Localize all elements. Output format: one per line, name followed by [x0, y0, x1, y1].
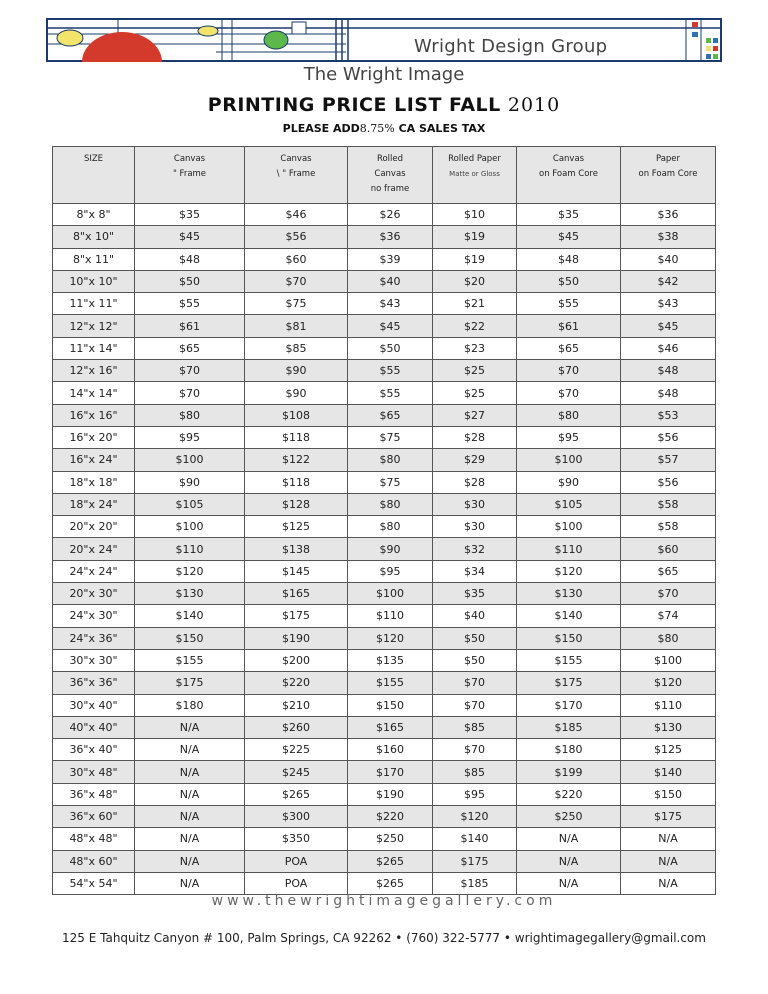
page-title [0, 94, 768, 116]
price-cell: $45 [621, 315, 716, 337]
price-cell: $245 [245, 761, 348, 783]
size-cell: 20"x 30" [53, 583, 135, 605]
table-row [53, 538, 716, 560]
table-row [53, 560, 716, 582]
table-header-row [53, 147, 716, 204]
price-cell: $125 [245, 516, 348, 538]
column-header-3 [348, 147, 433, 204]
column-header-1 [135, 147, 245, 204]
price-cell: $20 [433, 270, 517, 292]
column-header-2 [245, 147, 348, 204]
table-row [53, 204, 716, 226]
price-cell: $22 [433, 315, 517, 337]
price-cell: $95 [433, 783, 517, 805]
price-cell: $150 [348, 694, 433, 716]
price-cell: $220 [245, 672, 348, 694]
price-cell: $35 [433, 583, 517, 605]
price-cell: $21 [433, 293, 517, 315]
price-cell: $70 [433, 694, 517, 716]
price-cell: $130 [517, 583, 621, 605]
table-row [53, 471, 716, 493]
price-cell: $265 [348, 872, 433, 894]
prairie-style-banner-graphic [46, 18, 722, 62]
price-cell: N/A [135, 716, 245, 738]
table-row [53, 627, 716, 649]
price-cell: $190 [245, 627, 348, 649]
column-header-line: on Foam Core [638, 169, 698, 179]
price-cell: $118 [245, 426, 348, 448]
size-cell: 48"x 60" [53, 850, 135, 872]
price-cell: $130 [621, 716, 716, 738]
price-cell: $74 [621, 605, 716, 627]
table-row [53, 516, 716, 538]
header-banner [46, 18, 722, 62]
price-cell: $90 [245, 360, 348, 382]
price-cell: $185 [433, 872, 517, 894]
price-cell: $25 [433, 360, 517, 382]
price-cell: $55 [348, 382, 433, 404]
price-cell: $120 [433, 806, 517, 828]
size-cell: 10"x 10" [53, 270, 135, 292]
table-row [53, 270, 716, 292]
price-cell: N/A [135, 806, 245, 828]
price-cell: $110 [348, 605, 433, 627]
price-cell: $170 [348, 761, 433, 783]
price-cell: $80 [517, 404, 621, 426]
price-cell: $50 [433, 627, 517, 649]
price-cell: N/A [621, 872, 716, 894]
price-cell: $26 [348, 204, 433, 226]
size-cell: 36"x 36" [53, 672, 135, 694]
size-cell: 54"x 54" [53, 872, 135, 894]
column-header-line: SIZE [83, 154, 104, 164]
price-cell: $61 [517, 315, 621, 337]
column-header-line: Canvas [173, 154, 206, 164]
price-cell: N/A [517, 850, 621, 872]
price-cell: $145 [245, 560, 348, 582]
price-cell: $65 [135, 337, 245, 359]
price-cell: $30 [433, 516, 517, 538]
price-cell: $250 [348, 828, 433, 850]
size-cell: 30"x 48" [53, 761, 135, 783]
table-row [53, 783, 716, 805]
price-cell: $140 [433, 828, 517, 850]
price-cell: $80 [348, 449, 433, 471]
price-cell: N/A [135, 872, 245, 894]
price-cell: N/A [135, 850, 245, 872]
table-row [53, 850, 716, 872]
price-cell: $80 [135, 404, 245, 426]
price-cell: $160 [348, 739, 433, 761]
price-cell: $105 [517, 493, 621, 515]
column-header-line: " Frame [172, 169, 207, 179]
table-row [53, 315, 716, 337]
column-header-0 [53, 147, 135, 204]
price-cell: N/A [621, 850, 716, 872]
table-row [53, 293, 716, 315]
column-header-line: \ " Frame [276, 169, 316, 179]
price-cell: $120 [348, 627, 433, 649]
size-cell: 40"x 40" [53, 716, 135, 738]
table-row [53, 226, 716, 248]
price-cell: $58 [621, 516, 716, 538]
table-row [53, 337, 716, 359]
price-cell: N/A [135, 783, 245, 805]
price-cell: $70 [135, 382, 245, 404]
price-cell: $260 [245, 716, 348, 738]
price-cell: $70 [517, 382, 621, 404]
price-cell: $122 [245, 449, 348, 471]
column-header-line: Matte or Gloss [449, 170, 500, 178]
table-row [53, 761, 716, 783]
price-cell: $25 [433, 382, 517, 404]
price-cell: $56 [621, 471, 716, 493]
price-cell: $165 [348, 716, 433, 738]
tax-prefix: PLEASE ADD [282, 122, 360, 135]
size-cell: 36"x 40" [53, 739, 135, 761]
price-cell: $40 [433, 605, 517, 627]
column-header-4 [433, 147, 517, 204]
price-cell: $60 [245, 248, 348, 270]
price-cell: $30 [433, 493, 517, 515]
table-row [53, 872, 716, 894]
size-cell: 16"x 20" [53, 426, 135, 448]
gallery-name: The Wright Image [303, 64, 465, 85]
price-cell: $175 [621, 806, 716, 828]
size-cell: 16"x 24" [53, 449, 135, 471]
price-cell: $65 [348, 404, 433, 426]
size-cell: 36"x 48" [53, 783, 135, 805]
price-cell: $57 [621, 449, 716, 471]
size-cell: 8"x 8" [53, 204, 135, 226]
price-cell: $125 [621, 739, 716, 761]
column-header-line: Canvas [552, 154, 585, 164]
price-cell: $75 [348, 426, 433, 448]
price-cell: $155 [135, 649, 245, 671]
price-cell: $100 [517, 449, 621, 471]
price-cell: $150 [621, 783, 716, 805]
price-cell: $50 [348, 337, 433, 359]
price-cell: $120 [517, 560, 621, 582]
title-year: 2010 [507, 94, 561, 116]
price-cell: $43 [621, 293, 716, 315]
table-row [53, 382, 716, 404]
price-cell: $85 [433, 716, 517, 738]
price-cell: $55 [135, 293, 245, 315]
price-cell: $90 [135, 471, 245, 493]
price-cell: $200 [245, 649, 348, 671]
price-cell: $140 [621, 761, 716, 783]
table-body [53, 204, 716, 895]
table-row [53, 493, 716, 515]
price-cell: $58 [621, 493, 716, 515]
price-cell: $265 [348, 850, 433, 872]
price-cell: $10 [433, 204, 517, 226]
price-cell: $38 [621, 226, 716, 248]
price-cell: $265 [245, 783, 348, 805]
size-cell: 48"x 48" [53, 828, 135, 850]
price-cell: $36 [348, 226, 433, 248]
column-header-line: Canvas [280, 154, 312, 164]
price-cell: $220 [517, 783, 621, 805]
size-cell: 12"x 12" [53, 315, 135, 337]
tax-suffix: CA SALES TAX [398, 122, 486, 135]
price-cell: $108 [245, 404, 348, 426]
price-cell: $35 [135, 204, 245, 226]
price-cell: $199 [517, 761, 621, 783]
price-cell: $210 [245, 694, 348, 716]
price-cell: $95 [517, 426, 621, 448]
price-cell: $110 [135, 538, 245, 560]
price-cell: $60 [621, 538, 716, 560]
price-cell: $95 [348, 560, 433, 582]
price-cell: $175 [433, 850, 517, 872]
price-cell: $19 [433, 226, 517, 248]
price-cell: $45 [348, 315, 433, 337]
website-url: www.thewrightimagegallery.com [211, 893, 557, 909]
column-header-line: no frame [370, 184, 410, 194]
column-header-5 [517, 147, 621, 204]
price-cell: $45 [135, 226, 245, 248]
price-cell: $130 [135, 583, 245, 605]
price-cell: $48 [621, 382, 716, 404]
price-cell: $56 [245, 226, 348, 248]
price-cell: $170 [517, 694, 621, 716]
price-cell: $70 [621, 583, 716, 605]
size-cell: 36"x 60" [53, 806, 135, 828]
size-cell: 8"x 10" [53, 226, 135, 248]
price-cell: $175 [517, 672, 621, 694]
column-header-line: Canvas [374, 169, 406, 179]
size-cell: 24"x 36" [53, 627, 135, 649]
price-cell: $45 [517, 226, 621, 248]
price-cell: $40 [348, 270, 433, 292]
price-cell: $46 [621, 337, 716, 359]
price-table [52, 146, 716, 895]
price-cell: $23 [433, 337, 517, 359]
price-cell: $34 [433, 560, 517, 582]
price-cell: $185 [517, 716, 621, 738]
price-cell: N/A [135, 828, 245, 850]
column-header-line: on Foam Core [539, 169, 598, 179]
price-cell: $225 [245, 739, 348, 761]
price-cell: $128 [245, 493, 348, 515]
price-cell: N/A [517, 828, 621, 850]
price-cell: $70 [433, 739, 517, 761]
price-cell: $150 [517, 627, 621, 649]
price-cell: $28 [433, 426, 517, 448]
price-cell: $140 [135, 605, 245, 627]
price-cell: $70 [433, 672, 517, 694]
price-cell: $70 [135, 360, 245, 382]
price-cell: $95 [135, 426, 245, 448]
table-row [53, 360, 716, 382]
price-cell: $61 [135, 315, 245, 337]
price-cell: $56 [621, 426, 716, 448]
price-cell: $70 [517, 360, 621, 382]
price-cell: $110 [621, 694, 716, 716]
size-cell: 30"x 30" [53, 649, 135, 671]
price-cell: $100 [348, 583, 433, 605]
table-row [53, 404, 716, 426]
price-cell: $48 [135, 248, 245, 270]
price-cell: $19 [433, 248, 517, 270]
price-cell: $40 [621, 248, 716, 270]
size-cell: 24"x 24" [53, 560, 135, 582]
price-cell: $120 [135, 560, 245, 582]
price-cell: $65 [621, 560, 716, 582]
price-cell: $100 [517, 516, 621, 538]
price-cell: $180 [517, 739, 621, 761]
price-cell: $220 [348, 806, 433, 828]
size-cell: 18"x 18" [53, 471, 135, 493]
price-cell: $50 [433, 649, 517, 671]
price-cell: $32 [433, 538, 517, 560]
price-cell: $50 [135, 270, 245, 292]
price-cell: $90 [517, 471, 621, 493]
size-cell: 18"x 24" [53, 493, 135, 515]
price-cell: $105 [135, 493, 245, 515]
price-cell: $80 [348, 516, 433, 538]
column-header-line: Rolled Paper [448, 154, 501, 164]
price-cell: $90 [245, 382, 348, 404]
price-cell: $190 [348, 783, 433, 805]
price-cell: $140 [517, 605, 621, 627]
tax-percent: 8.75% [359, 122, 395, 135]
size-cell: 20"x 24" [53, 538, 135, 560]
price-cell: $36 [621, 204, 716, 226]
size-cell: 20"x 20" [53, 516, 135, 538]
price-cell: $35 [517, 204, 621, 226]
price-cell: $80 [621, 627, 716, 649]
price-cell: $155 [517, 649, 621, 671]
price-cell: $75 [245, 293, 348, 315]
price-cell: $165 [245, 583, 348, 605]
sales-tax-note [0, 122, 768, 135]
column-header-6 [621, 147, 716, 204]
price-cell: $55 [348, 360, 433, 382]
column-header-line: Paper [655, 154, 681, 164]
table-row [53, 716, 716, 738]
price-cell: $150 [135, 627, 245, 649]
price-cell: $175 [245, 605, 348, 627]
price-cell: $75 [348, 471, 433, 493]
price-cell: $39 [348, 248, 433, 270]
price-cell: $46 [245, 204, 348, 226]
price-cell: $70 [245, 270, 348, 292]
price-cell: $350 [245, 828, 348, 850]
price-cell: $100 [621, 649, 716, 671]
price-cell: $138 [245, 538, 348, 560]
table-row [53, 649, 716, 671]
price-cell: $27 [433, 404, 517, 426]
price-cell: $53 [621, 404, 716, 426]
table-row [53, 694, 716, 716]
size-cell: 12"x 16" [53, 360, 135, 382]
price-cell: $175 [135, 672, 245, 694]
price-cell: $81 [245, 315, 348, 337]
table-row [53, 583, 716, 605]
price-cell: POA [245, 872, 348, 894]
price-cell: $300 [245, 806, 348, 828]
price-cell: $29 [433, 449, 517, 471]
size-cell: 8"x 11" [53, 248, 135, 270]
price-cell: $110 [517, 538, 621, 560]
price-cell: $180 [135, 694, 245, 716]
company-name: Wright Design Group [414, 36, 608, 57]
column-header-line: Rolled [376, 154, 404, 164]
price-cell: $155 [348, 672, 433, 694]
price-cell: N/A [621, 828, 716, 850]
price-cell: $100 [135, 449, 245, 471]
price-cell: $80 [348, 493, 433, 515]
size-cell: 11"x 14" [53, 337, 135, 359]
price-cell: $85 [245, 337, 348, 359]
price-cell: $55 [517, 293, 621, 315]
size-cell: 14"x 14" [53, 382, 135, 404]
size-cell: 16"x 16" [53, 404, 135, 426]
price-cell: $28 [433, 471, 517, 493]
size-cell: 30"x 40" [53, 694, 135, 716]
price-cell: N/A [135, 761, 245, 783]
table-row [53, 672, 716, 694]
table-row [53, 739, 716, 761]
price-cell: $42 [621, 270, 716, 292]
price-cell: N/A [135, 739, 245, 761]
table-row [53, 426, 716, 448]
price-cell: $100 [135, 516, 245, 538]
price-cell: $135 [348, 649, 433, 671]
price-cell: $48 [621, 360, 716, 382]
price-cell: N/A [517, 872, 621, 894]
table-row [53, 449, 716, 471]
table-row [53, 828, 716, 850]
table-row [53, 248, 716, 270]
price-cell: $65 [517, 337, 621, 359]
table-row [53, 605, 716, 627]
price-cell: $43 [348, 293, 433, 315]
price-cell: $118 [245, 471, 348, 493]
size-cell: 11"x 11" [53, 293, 135, 315]
price-cell: $120 [621, 672, 716, 694]
price-cell: POA [245, 850, 348, 872]
price-cell: $90 [348, 538, 433, 560]
size-cell: 24"x 30" [53, 605, 135, 627]
price-cell: $250 [517, 806, 621, 828]
price-cell: $50 [517, 270, 621, 292]
table-row [53, 806, 716, 828]
price-cell: $48 [517, 248, 621, 270]
title-main: PRINTING PRICE LIST FALL [207, 94, 501, 116]
price-cell: $85 [433, 761, 517, 783]
contact-footer: 125 E Tahquitz Canyon # 100, Palm Springs, CA 92262 • (760) 322-5777 • wrightimagegallery@gmail.com [62, 931, 706, 945]
